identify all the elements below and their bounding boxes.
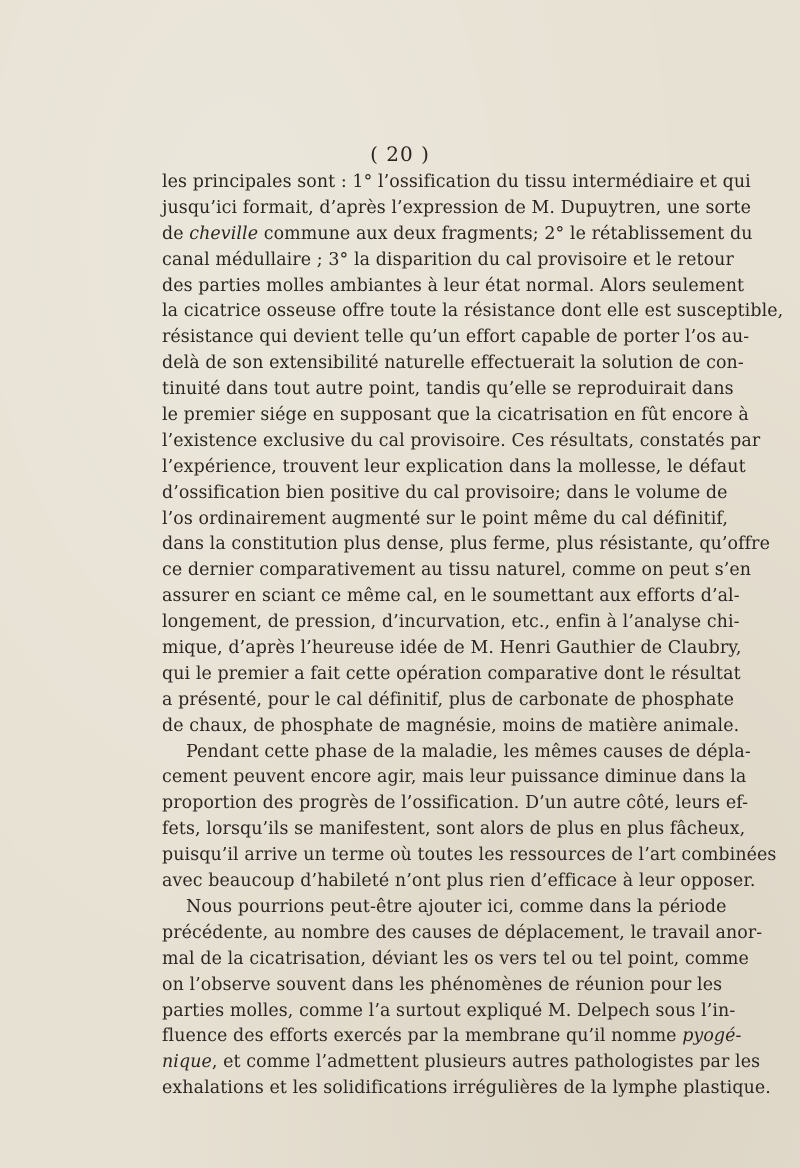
text-segment: les principales sont : 1° l’ossification du tissu intermédiaire et qui xyxy=(162,172,751,192)
page-number: ( 20 ) xyxy=(370,142,430,166)
text-line xyxy=(162,714,740,740)
text-segment: parties molles, comme l’a surtout expliqué M. Delpech sous l’in- xyxy=(162,1000,736,1021)
text-segment: assurer en sciant ce même cal, en le soumettant aux efforts d’al- xyxy=(162,586,740,607)
text-segment: résistance qui devient telle qu’un effort capable de porter l’os au- xyxy=(162,327,750,348)
italic-text: nique xyxy=(162,1052,212,1073)
text-line xyxy=(162,999,736,1025)
text-segment: tinuité dans tout autre point, tandis qu’elle se reproduirait dans xyxy=(162,379,734,400)
text-segment: Pendant cette phase de la maladie, les mêmes causes de dépla- xyxy=(186,741,751,762)
text-segment: l’existence exclusive du cal provisoire. Ces résultats, constatés par xyxy=(162,430,761,451)
text-line xyxy=(162,248,734,274)
text-line xyxy=(162,1050,761,1076)
text-line xyxy=(162,507,728,533)
text-line xyxy=(162,429,761,455)
text-line xyxy=(162,584,740,610)
body-text xyxy=(162,170,784,1102)
text-segment: mal de la cicatrisation, déviant les os vers tel ou tel point, comme xyxy=(162,948,749,969)
text-segment: proportion des progrès de l’ossification. D’un autre côté, leurs ef- xyxy=(162,793,749,814)
text-line xyxy=(162,532,770,558)
text-line xyxy=(162,377,734,403)
text-segment: exhalations et les solidifications irrégulières de la lymphe plastique. xyxy=(162,1078,771,1099)
text-line xyxy=(162,688,735,714)
text-segment: a présenté, pour le cal définitif, plus de carbonate de phosphate xyxy=(162,689,735,710)
italic-text: cheville xyxy=(189,223,259,244)
text-segment: longement, de pression, d’incurvation, etc., enfin à l’analyse chi- xyxy=(162,612,740,633)
text-segment: puisqu’il arrive un terme où toutes les ressources de l’art combinées xyxy=(162,845,777,866)
text-segment: de xyxy=(162,223,190,244)
text-segment: le premier siége en supposant que la cicatrisation en fût encore à xyxy=(162,405,749,426)
text-line xyxy=(162,1024,742,1050)
text-line xyxy=(162,662,741,688)
text-segment: précédente, au nombre des causes de déplacement, le travail anor- xyxy=(162,922,763,943)
italic-text: pyogé- xyxy=(682,1026,742,1047)
text-segment: l’expérience, trouvent leur explication dans la mollesse, le défaut xyxy=(162,456,746,477)
text-segment: dans la constitution plus dense, plus ferme, plus résistante, qu’offre xyxy=(162,534,770,555)
text-line xyxy=(162,196,751,222)
text-line xyxy=(162,869,756,895)
text-line xyxy=(162,895,727,921)
text-line xyxy=(162,1076,771,1102)
text-line xyxy=(162,610,740,636)
text-line xyxy=(162,817,746,843)
text-line xyxy=(162,325,750,351)
text-line xyxy=(162,973,722,999)
text-segment: on l’observe souvent dans les phénomènes de réunion pour les xyxy=(162,974,723,995)
text-segment: fluence des efforts exercés par la membrane qu’il nomme xyxy=(162,1026,683,1047)
text-line xyxy=(162,481,728,507)
text-segment: , et comme l’admettent plusieurs autres pathologistes par les xyxy=(211,1052,761,1073)
text-line xyxy=(162,222,753,248)
text-segment: cement peuvent encore agir, mais leur puissance diminue dans la xyxy=(162,767,747,788)
text-line xyxy=(162,921,763,947)
text-line xyxy=(162,455,746,481)
text-segment: ce dernier comparativement au tissu naturel, comme on peut s’en xyxy=(162,560,752,581)
text-segment: fets, lorsqu’ils se manifestent, sont alors de plus en plus fâcheux, xyxy=(162,819,746,840)
text-line xyxy=(162,351,744,377)
text-line xyxy=(162,274,745,300)
text-segment: la cicatrice osseuse offre toute la résistance dont elle est susceptible, xyxy=(162,301,784,322)
text-line xyxy=(162,740,751,766)
text-segment: jusqu’ici formait, d’après l’expression de M. Dupuytren, une sorte xyxy=(162,197,751,218)
text-segment: des parties molles ambiantes à leur état normal. Alors seulement xyxy=(162,275,745,296)
text-segment: de chaux, de phosphate de magnésie, moins de matière animale. xyxy=(162,715,740,736)
text-line xyxy=(162,843,777,869)
text-segment: Nous pourrions peut-être ajouter ici, comme dans la période xyxy=(186,896,727,917)
text-segment: d’ossification bien positive du cal provisoire; dans le volume de xyxy=(162,482,728,503)
text-segment: mique, d’après l’heureuse idée de M. Henri Gauthier de Claubry, xyxy=(162,638,742,659)
text-segment: qui le premier a fait cette opération comparative dont le résultat xyxy=(162,663,741,684)
text-line xyxy=(162,170,751,196)
text-segment: avec beaucoup d’habileté n’ont plus rien d’efficace à leur opposer. xyxy=(162,871,756,892)
text-line xyxy=(162,791,749,817)
text-segment: l’os ordinairement augmenté sur le point même du cal définitif, xyxy=(162,508,728,529)
text-segment: delà de son extensibilité naturelle effectuerait la solution de con- xyxy=(162,353,744,374)
text-segment: canal médullaire ; 3° la disparition du cal provisoire et le retour xyxy=(162,249,734,270)
text-line xyxy=(162,403,749,429)
text-line xyxy=(162,558,752,584)
text-line xyxy=(162,947,749,973)
text-line xyxy=(162,765,747,791)
text-line xyxy=(162,636,742,662)
text-line xyxy=(162,299,784,325)
text-segment: commune aux deux fragments; 2° le rétablissement du xyxy=(258,223,753,244)
